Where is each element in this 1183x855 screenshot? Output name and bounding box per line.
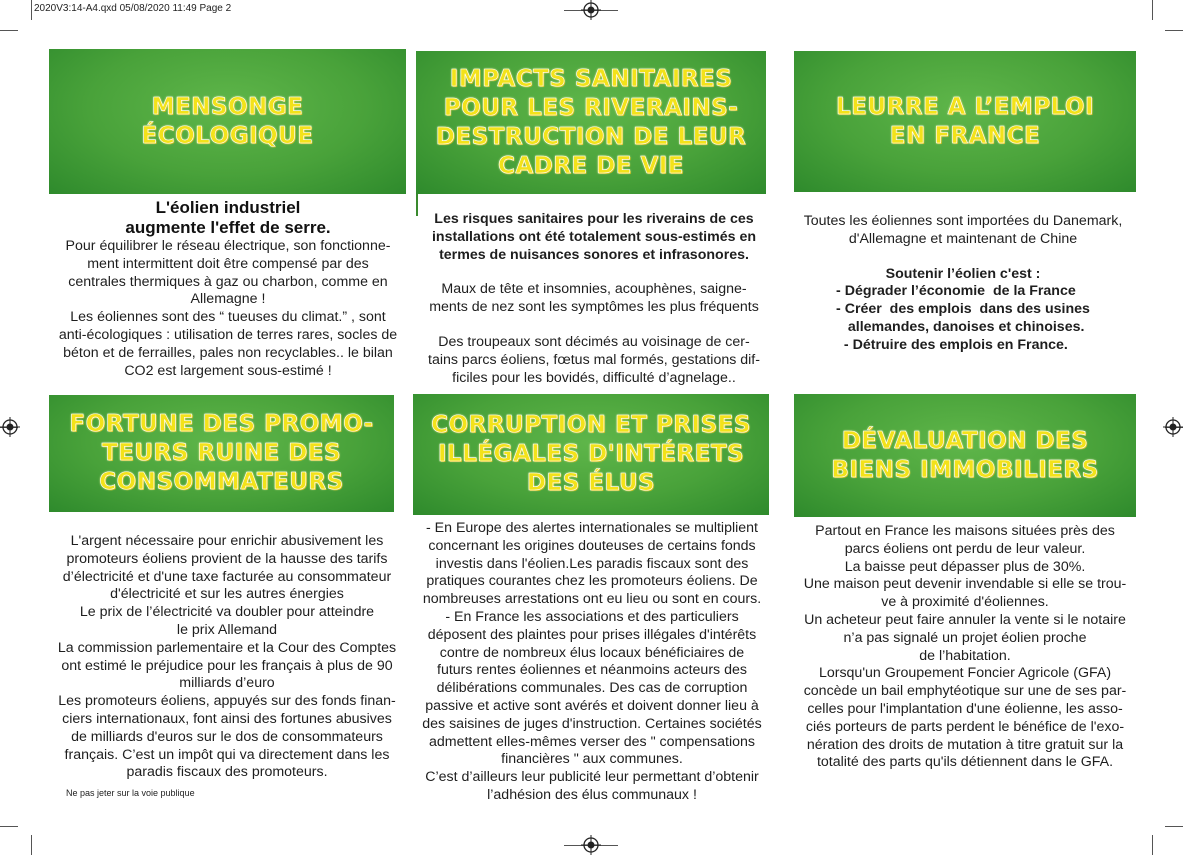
text-line: Toutes les éoliennes sont importées du Danemark,: [803, 213, 1123, 229]
text-line: des saisines de juges d'instruction. Certaines sociétés: [422, 715, 762, 732]
title-line: POUR LES RIVERAINS-: [443, 94, 739, 121]
subtitle-line: L'éolien industriel: [155, 198, 301, 217]
title-line: DÉVALUATION DES: [841, 427, 1089, 454]
title-line: ÉCOLOGIQUE: [141, 122, 314, 149]
text-line: d’électricité et d'une taxe facturée au consommateur: [62, 568, 392, 585]
title-line: CORRUPTION ET PRISES: [431, 412, 751, 438]
text-line: Pour équilibrer le réseau électrique, son fonctionne-: [65, 238, 391, 254]
title-line: LEURRE A L’EMPLOI: [836, 93, 1094, 120]
text-line: - En Europe des alertes internationales se multiplient: [425, 520, 758, 536]
panel-title: [836, 93, 1094, 151]
panel-title: [431, 411, 751, 498]
text-line: La baisse peut dépasser plus de 30%.: [844, 558, 1086, 575]
title-line: DESTRUCTION DE LEUR: [435, 123, 747, 150]
list-item: - Dégrader l’économie de la France: [836, 283, 1076, 300]
panel-devaluation-immobiliers: [794, 394, 1136, 517]
panel-corruption: [413, 394, 769, 515]
text-block-fortune: [44, 533, 410, 782]
text-line: ment intermittent doit être compensé par des: [87, 255, 369, 272]
text-line: l’adhésion des élus communaux !: [487, 786, 697, 803]
text-line: Les promoteurs éoliens, appuyés sur des fonds finan-: [58, 693, 396, 710]
text-line: d'Allemagne et maintenant de Chine: [848, 230, 1078, 247]
title-line: IMPACTS SANITAIRES: [449, 65, 733, 92]
registration-mark-icon: [581, 0, 601, 20]
crop-mark: [1165, 826, 1183, 827]
text-line: L'argent nécessaire pour enrichir abusivement les: [70, 533, 384, 549]
text-line: installations ont été totalement sous-estimés en: [431, 228, 757, 245]
text-line: financières " aux communes.: [501, 751, 683, 768]
text-line: déposent des plaintes pour prises illégales d'intérêts: [427, 626, 757, 643]
text-line: pratiques courantes chez les promoteurs éoliens. De: [426, 573, 758, 590]
text-block-immobilier: [788, 523, 1142, 772]
text-line: Partout en France les maisons situées près des: [815, 523, 1115, 539]
text-line: de l’habitation.: [919, 647, 1011, 664]
text-line: La commission parlementaire et la Cour des Comptes: [57, 639, 397, 656]
panel-title: [69, 410, 373, 497]
list-item: allemandes, danoises et chinoises.: [836, 318, 1085, 335]
panel-fortune-promoteurs: [49, 395, 394, 512]
text-line: béton et de ferrailles, pales non recyclables.. le bilan: [63, 344, 393, 361]
title-line: EN FRANCE: [889, 122, 1041, 149]
text-line: ficiles pour les bovidés, difficulté d’agnelage..: [452, 369, 736, 386]
text-line: Un acheteur peut faire annuler la vente si le notaire: [804, 611, 1126, 628]
text-line: ciés porteurs de parts perdent le bénéfice de l'exo-: [805, 718, 1125, 735]
text-block-ecologie: [44, 198, 412, 380]
text-line: ments de nez sont les symptômes les plus fréquents: [429, 299, 759, 316]
text-line: ve à proximité d'éoliennes.: [881, 594, 1049, 611]
text-line: délibérations communales. Des cas de corruption: [436, 680, 748, 697]
text-block-sanitaire: [412, 211, 776, 387]
text-line: futurs rentes éoliennes et néanmoins acteurs des: [437, 662, 747, 679]
title-line: CONSOMMATEURS: [99, 469, 344, 495]
crop-mark: [31, 835, 32, 855]
title-line: ILLÉGALES D'INTÉRETS: [437, 441, 745, 467]
text-line: admettent elles-mêmes verser des " compensations: [429, 733, 755, 750]
panel-title: [142, 93, 314, 151]
registration-mark-icon: [0, 417, 20, 437]
crop-mark: [0, 30, 18, 31]
text-line: investis dans l'éolien.Les paradis fiscaux sont des: [435, 555, 749, 572]
text-line: anti-écologiques : utilisation de terres rares, socles de: [58, 326, 398, 343]
crop-mark: [1165, 30, 1183, 31]
list-heading: Soutenir l’éolien c'est :: [885, 265, 1041, 282]
panel-mensonge-ecologique: [49, 49, 406, 194]
text-line: Allemagne !: [190, 291, 266, 308]
text-line: Des troupeaux sont décimés au voisinage de cer-: [438, 333, 750, 350]
text-block-emploi: [788, 213, 1138, 355]
list-item: - Créer des emplois dans des usines: [836, 301, 1090, 318]
text-line: paradis fiscaux des promoteurs.: [126, 764, 328, 781]
text-line: passive et active sont avérés et doivent donner lieu à: [425, 697, 759, 714]
title-line: CADRE DE VIE: [497, 152, 685, 179]
text-line: Les risques sanitaires pour les riverains de ces: [434, 211, 754, 227]
text-line: Le prix de l’électricité va doubler pour atteindre: [79, 604, 375, 621]
text-line: celles pour l'implantation d'une éolienne, les asso-: [807, 700, 1123, 717]
title-line: DES ÉLUS: [526, 470, 656, 496]
text-line: C’est d’ailleurs leur publicité leur permettant d’obtenir: [425, 769, 759, 786]
text-line: - En France les associations et des particuliers: [445, 608, 739, 625]
panel-impacts-sanitaires: [416, 51, 766, 194]
crop-mark: [1152, 0, 1153, 20]
title-line: MENSONGE: [151, 93, 304, 120]
text-line: concernant les origines douteuses de certains fonds: [428, 537, 756, 554]
text-block-corruption: [408, 520, 776, 805]
text-line: concède un bail emphytéotique sur une de ses par-: [803, 683, 1127, 700]
text-line: parcs éoliens ont perdu de leur valeur.: [844, 540, 1086, 557]
text-line: tains parcs éoliens, fœtus mal formés, gestations dif-: [428, 351, 760, 368]
registration-mark-icon: [581, 835, 601, 855]
text-line: français. C’est un impôt qui va directement dans les: [64, 746, 390, 763]
text-line: n’a pas signalé un projet éolien proche: [843, 629, 1087, 646]
text-line: totalité des parts qu'ils détiennent dans le GFA.: [816, 754, 1114, 771]
text-line: centrales thermiques à gaz ou charbon, comme en: [68, 273, 388, 290]
crop-mark: [31, 0, 32, 20]
panel-title: [831, 427, 1098, 485]
title-line: FORTUNE DES PROMO-: [69, 411, 374, 437]
list-item: - Détruire des emplois en France.: [836, 336, 1068, 353]
text-line: termes de nuisances sonores et infrasonores.: [439, 246, 749, 263]
print-slug: 2020V3:14-A4.qxd 05/08/2020 11:49 Page 2: [34, 3, 232, 14]
text-line: Maux de tête et insomnies, acouphènes, saigne-: [441, 281, 747, 298]
text-line: nération des droits de mutation à titre gratuit sur la: [806, 736, 1124, 753]
text-line: CO2 est largement sous-estimé !: [124, 362, 332, 379]
text-line: milliards d’euro: [179, 675, 275, 692]
text-line: Les éoliennes sont des “ tueuses du climat.” , sont: [70, 309, 386, 326]
title-line: BIENS IMMOBILIERS: [831, 456, 1099, 483]
crop-mark: [0, 826, 18, 827]
bullet-list: [836, 283, 1090, 354]
text-line: ciers internationaux, font ainsi des fortunes abusives: [62, 710, 392, 727]
text-line: Une maison peut devenir invendable si elle se trou-: [803, 576, 1127, 593]
text-line: de milliards d'euros sur le dos de consommateurs: [71, 728, 383, 745]
title-line: TEURS RUINE DES: [101, 440, 342, 466]
text-line: contre de nombreux élus locaux bénéficiaires de: [439, 644, 745, 661]
text-line: promoteurs éoliens provient de la hausse des tarifs: [66, 550, 388, 567]
panel-leurre-emploi: [794, 51, 1136, 192]
subtitle-line: augmente l'effet de serre.: [125, 218, 331, 237]
panel-title: [436, 65, 746, 181]
text-line: ont estimé le préjudice pour les français à plus de 90: [61, 657, 393, 674]
text-line: nombreuses arrestations ont eu lieu ou sont en cours.: [422, 591, 762, 608]
footnote: Ne pas jeter sur la voie publique: [66, 788, 195, 798]
crop-mark: [1152, 835, 1153, 855]
text-line: Lorsqu'un Groupement Foncier Agricole (GFA): [818, 665, 1112, 682]
registration-mark-icon: [1163, 417, 1183, 437]
text-line: d'électricité et sur les autres énergies: [110, 586, 344, 603]
text-line: le prix Allemand: [176, 621, 278, 638]
